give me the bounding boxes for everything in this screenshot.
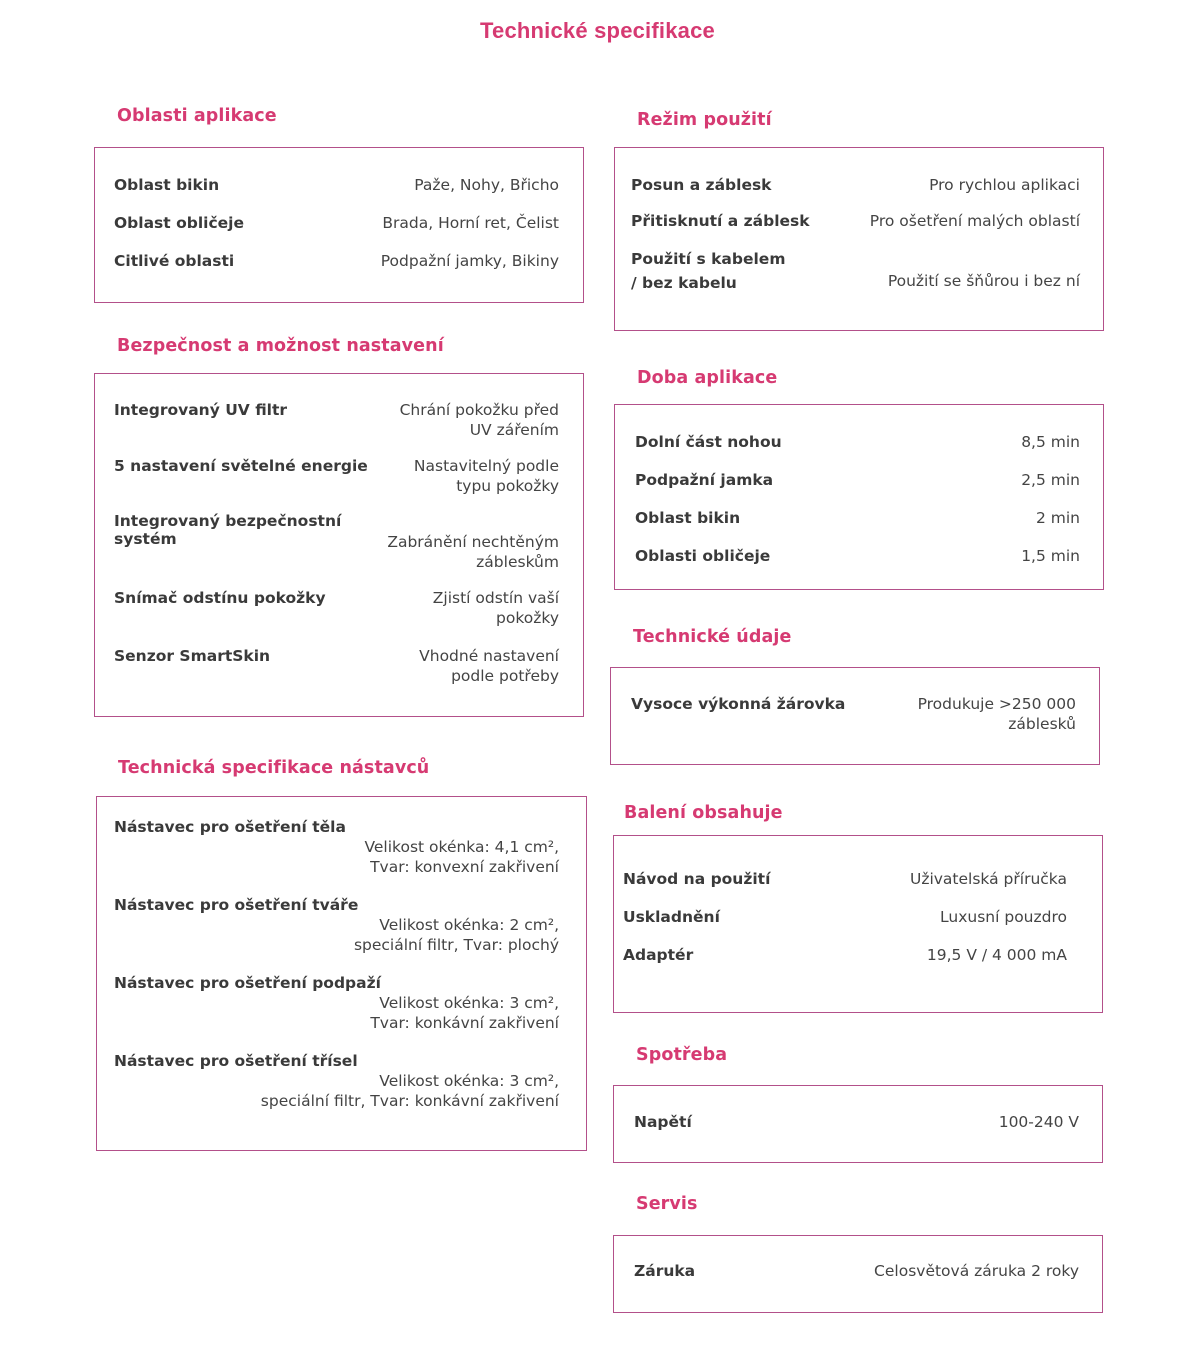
spec-row (635, 546, 1080, 566)
spec-row (114, 251, 559, 271)
spec-value: Uživatelská příručka (909, 870, 1067, 888)
spec-value: 1,5 min (1021, 547, 1080, 565)
spec-row (114, 175, 559, 195)
attachment-value: Velikost okénka: 3 cm², Tvar: konkávní zakřivení (370, 994, 559, 1032)
spec-label: Posun a záblesk (631, 176, 772, 194)
attachment-label: Nástavec pro ošetření podpaží (114, 974, 381, 992)
spec-label: Oblasti obličeje (635, 547, 771, 565)
attachment-value: Velikost okénka: 4,1 cm², Tvar: konvexní zakřivení (364, 838, 559, 876)
safety-title: Bezpečnost a možnost nastavení (117, 336, 444, 356)
spec-value: 2,5 min (1021, 471, 1080, 489)
spec-label: Použití s kabelem / bez kabelu (631, 250, 786, 292)
attachment-item (114, 973, 559, 1033)
spec-value: Produkuje >250 000 záblesků (917, 695, 1076, 733)
spec-value: 2 min (1035, 509, 1080, 527)
spec-value: 100-240 V (998, 1113, 1079, 1131)
spec-value: Pro ošetření malých oblastí (869, 212, 1080, 230)
spec-value: Zjistí odstín vaší pokožky (432, 589, 559, 627)
technical-data-box (610, 667, 1100, 765)
spec-row (114, 213, 559, 233)
spec-row (114, 456, 559, 496)
attachment-label: Nástavec pro ošetření tváře (114, 896, 359, 914)
service-box (613, 1235, 1103, 1313)
spec-value: 8,5 min (1021, 433, 1080, 451)
spec-row (114, 512, 559, 572)
spec-value: Brada, Horní ret, Čelist (382, 214, 559, 232)
spec-value: Použití se šňůrou i bez ní (887, 272, 1080, 290)
spec-label: 5 nastavení světelné energie (114, 457, 368, 475)
spec-label: Podpažní jamka (635, 471, 774, 489)
spec-row (114, 646, 559, 686)
spec-row (623, 869, 1067, 889)
spec-row (631, 175, 1080, 195)
spec-value: Zabránění nechtěným zábleskům (387, 533, 559, 571)
spec-value: Vhodné nastavení podle potřeby (419, 647, 559, 685)
spec-row (635, 432, 1080, 452)
spec-row (634, 1112, 1079, 1132)
spec-row (623, 945, 1067, 965)
spec-value: Celosvětová záruka 2 roky (874, 1262, 1079, 1280)
attachment-item (114, 895, 559, 955)
spec-label: Adaptér (623, 946, 694, 964)
spec-label: Senzor SmartSkin (114, 647, 271, 665)
application-time-title: Doba aplikace (637, 368, 778, 388)
safety-box (94, 373, 584, 717)
package-title: Balení obsahuje (624, 803, 783, 823)
application-areas-box (94, 147, 584, 303)
usage-mode-title: Režim použití (637, 110, 772, 130)
attachment-value: Velikost okénka: 3 cm², speciální filtr, Tvar: konkávní zakřivení (260, 1072, 559, 1110)
attachment-item (114, 1051, 559, 1111)
page-title: Technické specifikace (480, 18, 715, 43)
package-box (613, 835, 1103, 1013)
spec-label: Snímač odstínu pokožky (114, 589, 326, 607)
spec-row (631, 247, 1080, 295)
spec-label: Oblast bikin (114, 176, 220, 194)
attachments-box (96, 796, 587, 1151)
spec-label: Návod na použití (623, 870, 771, 888)
technical-data-title: Technické údaje (633, 627, 792, 647)
spec-row (631, 211, 1080, 231)
usage-mode-box (614, 147, 1104, 331)
spec-row (635, 470, 1080, 490)
spec-value: Paže, Nohy, Břicho (414, 176, 559, 194)
spec-label: Oblast bikin (635, 509, 741, 527)
spec-label: Napětí (634, 1113, 692, 1131)
attachment-item (114, 817, 559, 877)
spec-value: 19,5 V / 4 000 mA (926, 946, 1067, 964)
spec-label: Citlivé oblasti (114, 252, 235, 270)
application-time-box (614, 404, 1104, 590)
spec-value: Podpažní jamky, Bikiny (380, 252, 559, 270)
spec-label: Přitisknutí a záblesk (631, 212, 810, 230)
spec-label: Vysoce výkonná žárovka (631, 695, 846, 713)
attachment-label: Nástavec pro ošetření těla (114, 818, 346, 836)
spec-row (114, 588, 559, 628)
spec-row (631, 694, 1076, 734)
spec-value: Nastavitelný podle typu pokožky (413, 457, 559, 495)
spec-row (635, 508, 1080, 528)
spec-label: Dolní část nohou (635, 433, 782, 451)
power-box (613, 1085, 1103, 1163)
spec-row (114, 400, 559, 440)
spec-label: Integrovaný bezpečnostní systém (114, 512, 342, 548)
spec-label: Oblast obličeje (114, 214, 244, 232)
spec-row (634, 1261, 1079, 1281)
power-title: Spotřeba (636, 1045, 728, 1065)
spec-value: Chrání pokožku před UV zářením (399, 401, 559, 439)
attachment-value: Velikost okénka: 2 cm², speciální filtr, Tvar: plochý (353, 916, 559, 954)
attachment-label: Nástavec pro ošetření třísel (114, 1052, 358, 1070)
service-title: Servis (636, 1194, 698, 1214)
spec-label: Integrovaný UV filtr (114, 401, 288, 419)
application-areas-title: Oblasti aplikace (117, 106, 277, 126)
spec-value: Pro rychlou aplikaci (929, 176, 1080, 194)
attachments-title: Technická specifikace nástavců (118, 758, 430, 778)
spec-label: Záruka (634, 1262, 696, 1280)
spec-label: Uskladnění (623, 908, 720, 926)
spec-row (623, 907, 1067, 927)
spec-value: Luxusní pouzdro (940, 908, 1067, 926)
